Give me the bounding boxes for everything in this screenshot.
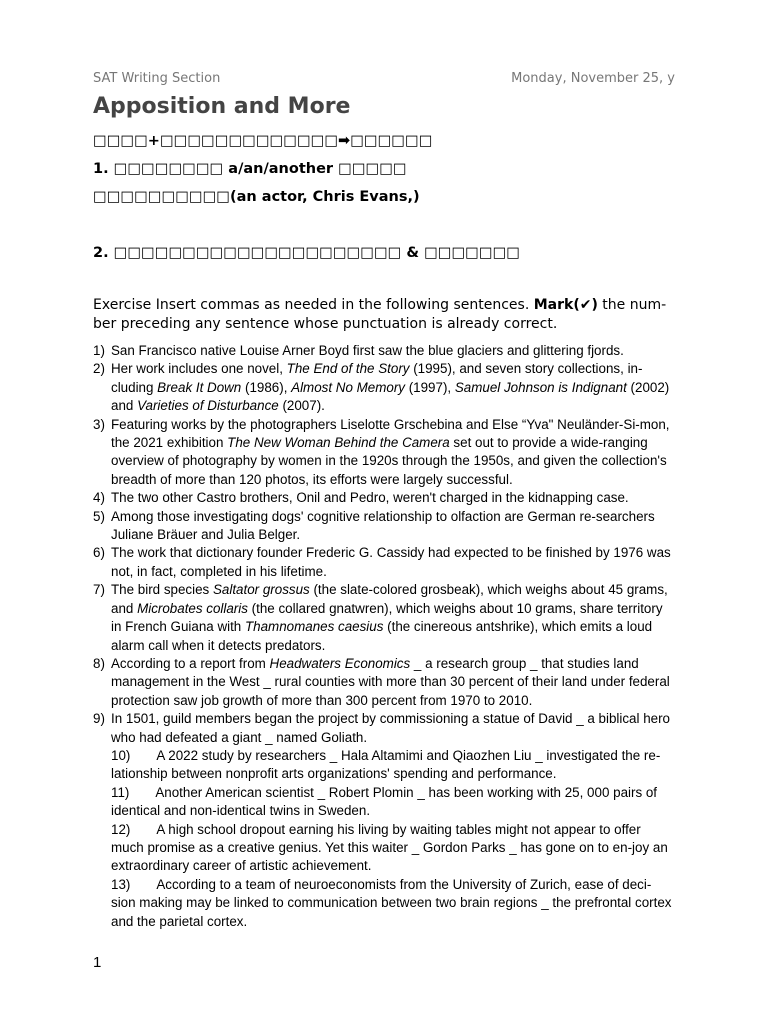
sentence-text: (the cinereous antshrike), which emits a loud alarm call when it detects predators. (111, 619, 653, 653)
italic-title: Thamnomanes caesius (244, 619, 384, 635)
exercise-item (93, 747, 675, 784)
sentence-text: The two other Castro brothers, Onil and Pedro, weren't charged in the kidnapping case. (111, 490, 629, 506)
exercise-number: 6) (93, 545, 105, 561)
exercise-item (93, 360, 675, 415)
italic-title: Microbates collaris (137, 600, 248, 616)
exercise-item (93, 342, 675, 360)
exercise-number: 3) (93, 416, 105, 432)
exercise-number: 5) (93, 508, 105, 524)
sentence-text: According to a team of neuroeconomists from the University of Zurich, ease of deci-sion making may be linked to communication between two brain regions _ the prefrontal cortex and the parietal cortex. (111, 876, 672, 929)
sentence-text: (1997), (404, 379, 455, 395)
exercise-number: 12) (111, 821, 131, 837)
rule-1: 1. □□□□□□□□ a/an/another □□□□□ (93, 161, 407, 177)
exercise-number: 10) (111, 747, 131, 763)
italic-title: Samuel Johnson is Indignant (454, 379, 627, 395)
exercise-number: 4) (93, 490, 105, 506)
instructions-text-end: the num-ber preceding any sentence whose punctuation is already correct. (93, 297, 667, 332)
sentence-text: San Francisco native Louise Arner Boyd first saw the blue glaciers and glittering fjords. (111, 343, 624, 358)
italic-title: Saltator grossus (212, 582, 310, 598)
exercise-number: 1) (93, 343, 105, 358)
header-date: Monday, November 25, y (511, 71, 675, 86)
italic-title: Break It Down (157, 379, 242, 395)
rule-2: 2. □□□□□□□□□□□□□□□□□□□□□ & □□□□□□□ (93, 245, 520, 261)
exercise-number: 13) (111, 876, 131, 892)
exercise-number: 8) (93, 655, 105, 671)
italic-title: The New Woman Behind the Camera (227, 435, 450, 451)
sentence-text: The bird species (111, 582, 213, 598)
sentence-text: Featuring works by the photographers Liselotte Grschebina and Else “Yva" Neuländer-Si-mon, the 2021 exhibition (111, 416, 670, 451)
exercise-number: 9) (93, 711, 105, 727)
sentence-text: In 1501, guild members began the project by commissioning a statue of David _ a biblical hero who had defeated a giant _ named Goliath. (111, 711, 671, 745)
header-course-title: SAT Writing Section (93, 71, 221, 86)
exercise-number: 2) (93, 361, 105, 377)
sentence-text: (the collared gnatwren), which weighs about 10 grams, share territory in French Guiana with (111, 600, 663, 635)
sentence-text: (2002) and (111, 379, 670, 414)
sentence-text: According to a report from (111, 655, 270, 671)
italic-title: Varieties of Disturbance (137, 398, 279, 414)
exercise-item (93, 508, 675, 545)
exercise-item (93, 416, 675, 490)
exercise-item (93, 544, 675, 581)
exercise-item (93, 876, 675, 931)
page-number: 1 (93, 954, 102, 971)
sentence-text: A 2022 study by researchers _ Hala Altamimi and Qiaozhen Liu _ investigated the re-lationship between nonprofit arts organizations' spending and performance. (111, 747, 661, 782)
exercise-item (93, 784, 675, 821)
italic-title: The End of the Story (286, 361, 410, 377)
page-header (93, 71, 675, 89)
rule-summary: □□□□+□□□□□□□□□□□□□➡□□□□□□ (93, 133, 433, 149)
sentence-text: _ a research group _ that studies land management in the West _ rural counties with more than 30 percent of their land under federal protection saw job growth of more than 300 percent from 1970 to 2010. (111, 655, 670, 708)
italic-title: Headwaters Economics (269, 655, 411, 671)
rule-1-example: □□□□□□□□□□(an actor, Chris Evans,) (93, 189, 420, 205)
sentence-text: (1986), (241, 379, 292, 395)
exercise-item (93, 581, 675, 655)
page-title: Apposition and More (93, 94, 351, 119)
sentence-text: (2007). (278, 398, 325, 414)
exercise-item (93, 655, 675, 710)
instructions-text: Exercise Insert commas as needed in the following sentences. (93, 297, 534, 313)
exercise-number: 7) (93, 582, 105, 598)
exercise-item (93, 489, 675, 507)
exercise-instructions (93, 296, 675, 334)
sentence-text: set out to provide a wide-ranging overview of photography by women in the 1920s through the 1950s, and given the collection's breadth of more than 120 photos, its efforts were largely successful. (111, 435, 667, 487)
sentence-text: Another American scientist _ Robert Plomin _ has been working with 25, 000 pairs of identical and non-identical twins in Sweden. (111, 784, 658, 819)
sentence-text: Among those investigating dogs' cognitive relationship to olfaction are German re-searchers Juliane Bräuer and Julia Belger. (111, 508, 655, 543)
exercise-item (93, 710, 675, 747)
sentence-text: (1995), and seven story collections, in-cluding (111, 361, 643, 395)
exercise-item (93, 821, 675, 876)
sentence-text: (the slate-colored grosbeak), which weighs about 45 grams, and (111, 582, 668, 616)
exercise-list (93, 342, 675, 931)
exercise-number: 11) (111, 784, 130, 800)
instructions-mark: Mark(✔) (533, 297, 598, 313)
sentence-text: The work that dictionary founder Frederic G. Cassidy had expected to be finished by 1976 was not, in fact, completed in his lifetime. (111, 545, 671, 579)
sentence-text: A high school dropout earning his living by waiting tables might not appear to offer much promise as a creative genius. Yet this waiter _ Gordon Parks _ has gone on to en-joy an extraordinary career of artistic achievement. (111, 821, 668, 874)
sentence-text: Her work includes one novel, (111, 361, 287, 377)
italic-title: Almost No Memory (291, 379, 405, 395)
